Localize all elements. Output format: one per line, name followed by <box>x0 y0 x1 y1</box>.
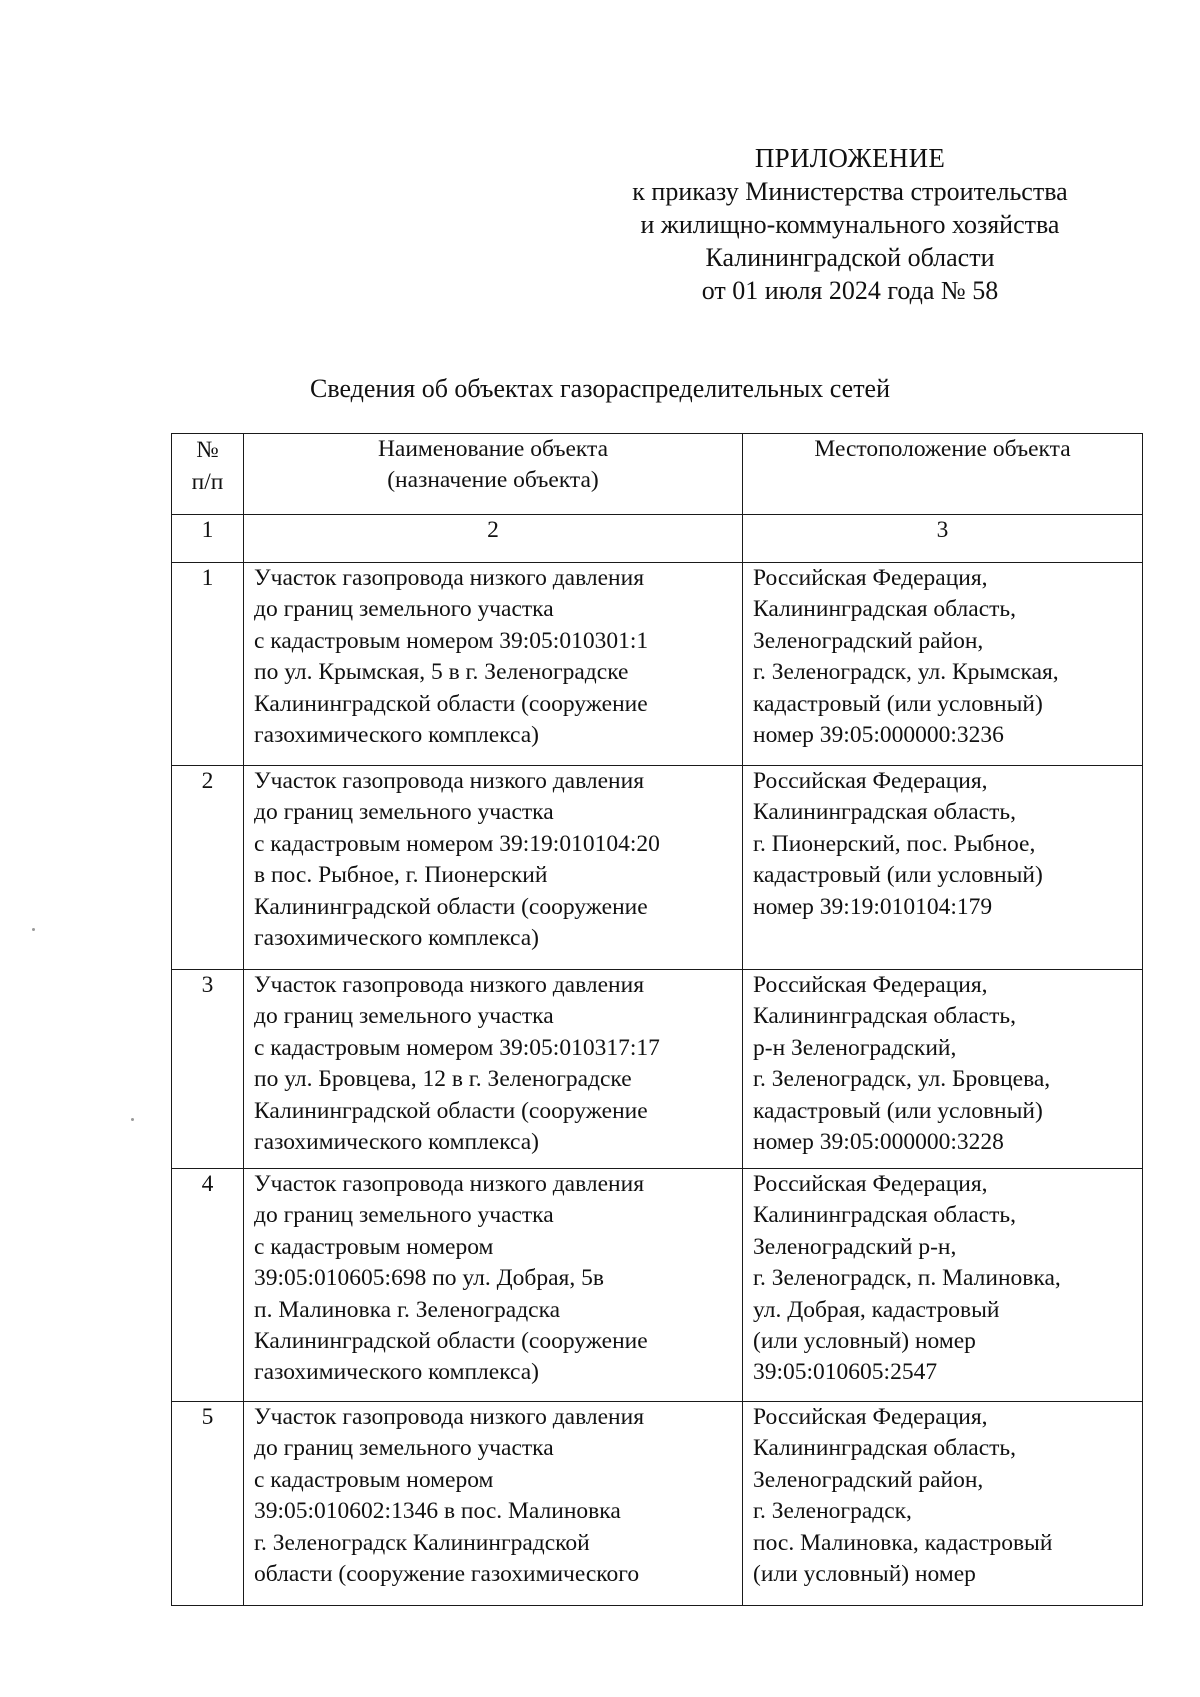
table-row <box>172 1169 1143 1402</box>
object-name-cell: Участок газопровода низкого давления до границ земельного участка с кадастровым номером 39:05:010605:698 по ул. Добрая, 5в п. Малиновка г. Зеленоградска Калининградской области (сооружение газохимического комплекса) <box>244 1169 743 1402</box>
row-number-cell: 5 <box>172 1402 244 1606</box>
object-name-cell: Участок газопровода низкого давления до границ земельного участка с кадастровым номером 39:05:010301:1 по ул. Крымская, 5 в г. Зеленоградске Калининградской области (сооружение газохимического комплекса) <box>244 563 743 766</box>
row-number-cell: 3 <box>172 970 244 1169</box>
object-location-cell: Российская Федерация, Калининградская область, Зеленоградский р-н, г. Зеленоградск, п. Малиновка, ул. Добрая, кадастровый (или условный) номер 39:05:010605:2547 <box>743 1169 1143 1402</box>
object-name-cell: Участок газопровода низкого давления до границ земельного участка с кадастровым номером 39:05:010317:17 по ул. Бровцева, 12 в г. Зеленоградске Калининградской области (сооружение газохимического комплекса) <box>244 970 743 1169</box>
table-row <box>172 1402 1143 1606</box>
appendix-order-date: от 01 июля 2024 года № 58 <box>701 276 999 305</box>
column-index-row <box>172 515 1143 563</box>
row-number-cell: 1 <box>172 563 244 766</box>
objects-table <box>171 433 1143 1606</box>
column-index-cell: 2 <box>244 515 743 563</box>
appendix-line: Калининградской области <box>705 243 995 272</box>
appendix-line: к приказу Министерства строительства <box>632 177 1068 206</box>
column-index-cell: 1 <box>172 515 244 563</box>
table-row <box>172 766 1143 970</box>
object-name-cell: Участок газопровода низкого давления до границ земельного участка с кадастровым номером 39:05:010602:1346 в пос. Малиновка г. Зеленоградск Калининградской области (сооружение газохимического <box>244 1402 743 1606</box>
object-name-cell: Участок газопровода низкого давления до границ земельного участка с кадастровым номером 39:19:010104:20 в пос. Рыбное, г. Пионерский Калининградской области (сооружение газохимического комплекса) <box>244 766 743 970</box>
object-location-cell: Российская Федерация, Калининградская область, Зеленоградский район, г. Зеленоградск, пос. Малиновка, кадастровый (или условный) номер <box>743 1402 1143 1606</box>
header-cell-name: Наименование объекта (назначение объекта) <box>244 434 743 515</box>
row-number-cell: 2 <box>172 766 244 970</box>
header-cell-num: № п/п <box>172 434 244 515</box>
object-location-cell: Российская Федерация, Калининградская область, г. Пионерский, пос. Рыбное, кадастровый (или условный) номер 39:19:010104:179 <box>743 766 1143 970</box>
document-title: Сведения об объектах газораспределительных сетей <box>309 374 891 403</box>
header-cell-location: Местоположение объекта <box>743 434 1143 515</box>
table-row <box>172 970 1143 1169</box>
column-index-cell: 3 <box>743 515 1143 563</box>
table-header-row <box>172 434 1143 515</box>
row-number-cell: 4 <box>172 1169 244 1402</box>
appendix-title: ПРИЛОЖЕНИЕ <box>754 143 946 173</box>
appendix-line: и жилищно-коммунального хозяйства <box>640 210 1060 239</box>
scan-speck <box>131 1118 134 1121</box>
appendix-header <box>560 142 1140 307</box>
object-location-cell: Российская Федерация, Калининградская область, Зеленоградский район, г. Зеленоградск, ул. Крымская, кадастровый (или условный) номер 39:05:000000:3236 <box>743 563 1143 766</box>
object-location-cell: Российская Федерация, Калининградская область, р-н Зеленоградский, г. Зеленоградск, ул. Бровцева, кадастровый (или условный) номер 39:05:000000:3228 <box>743 970 1143 1169</box>
scan-speck <box>32 928 35 931</box>
table-row <box>172 563 1143 766</box>
